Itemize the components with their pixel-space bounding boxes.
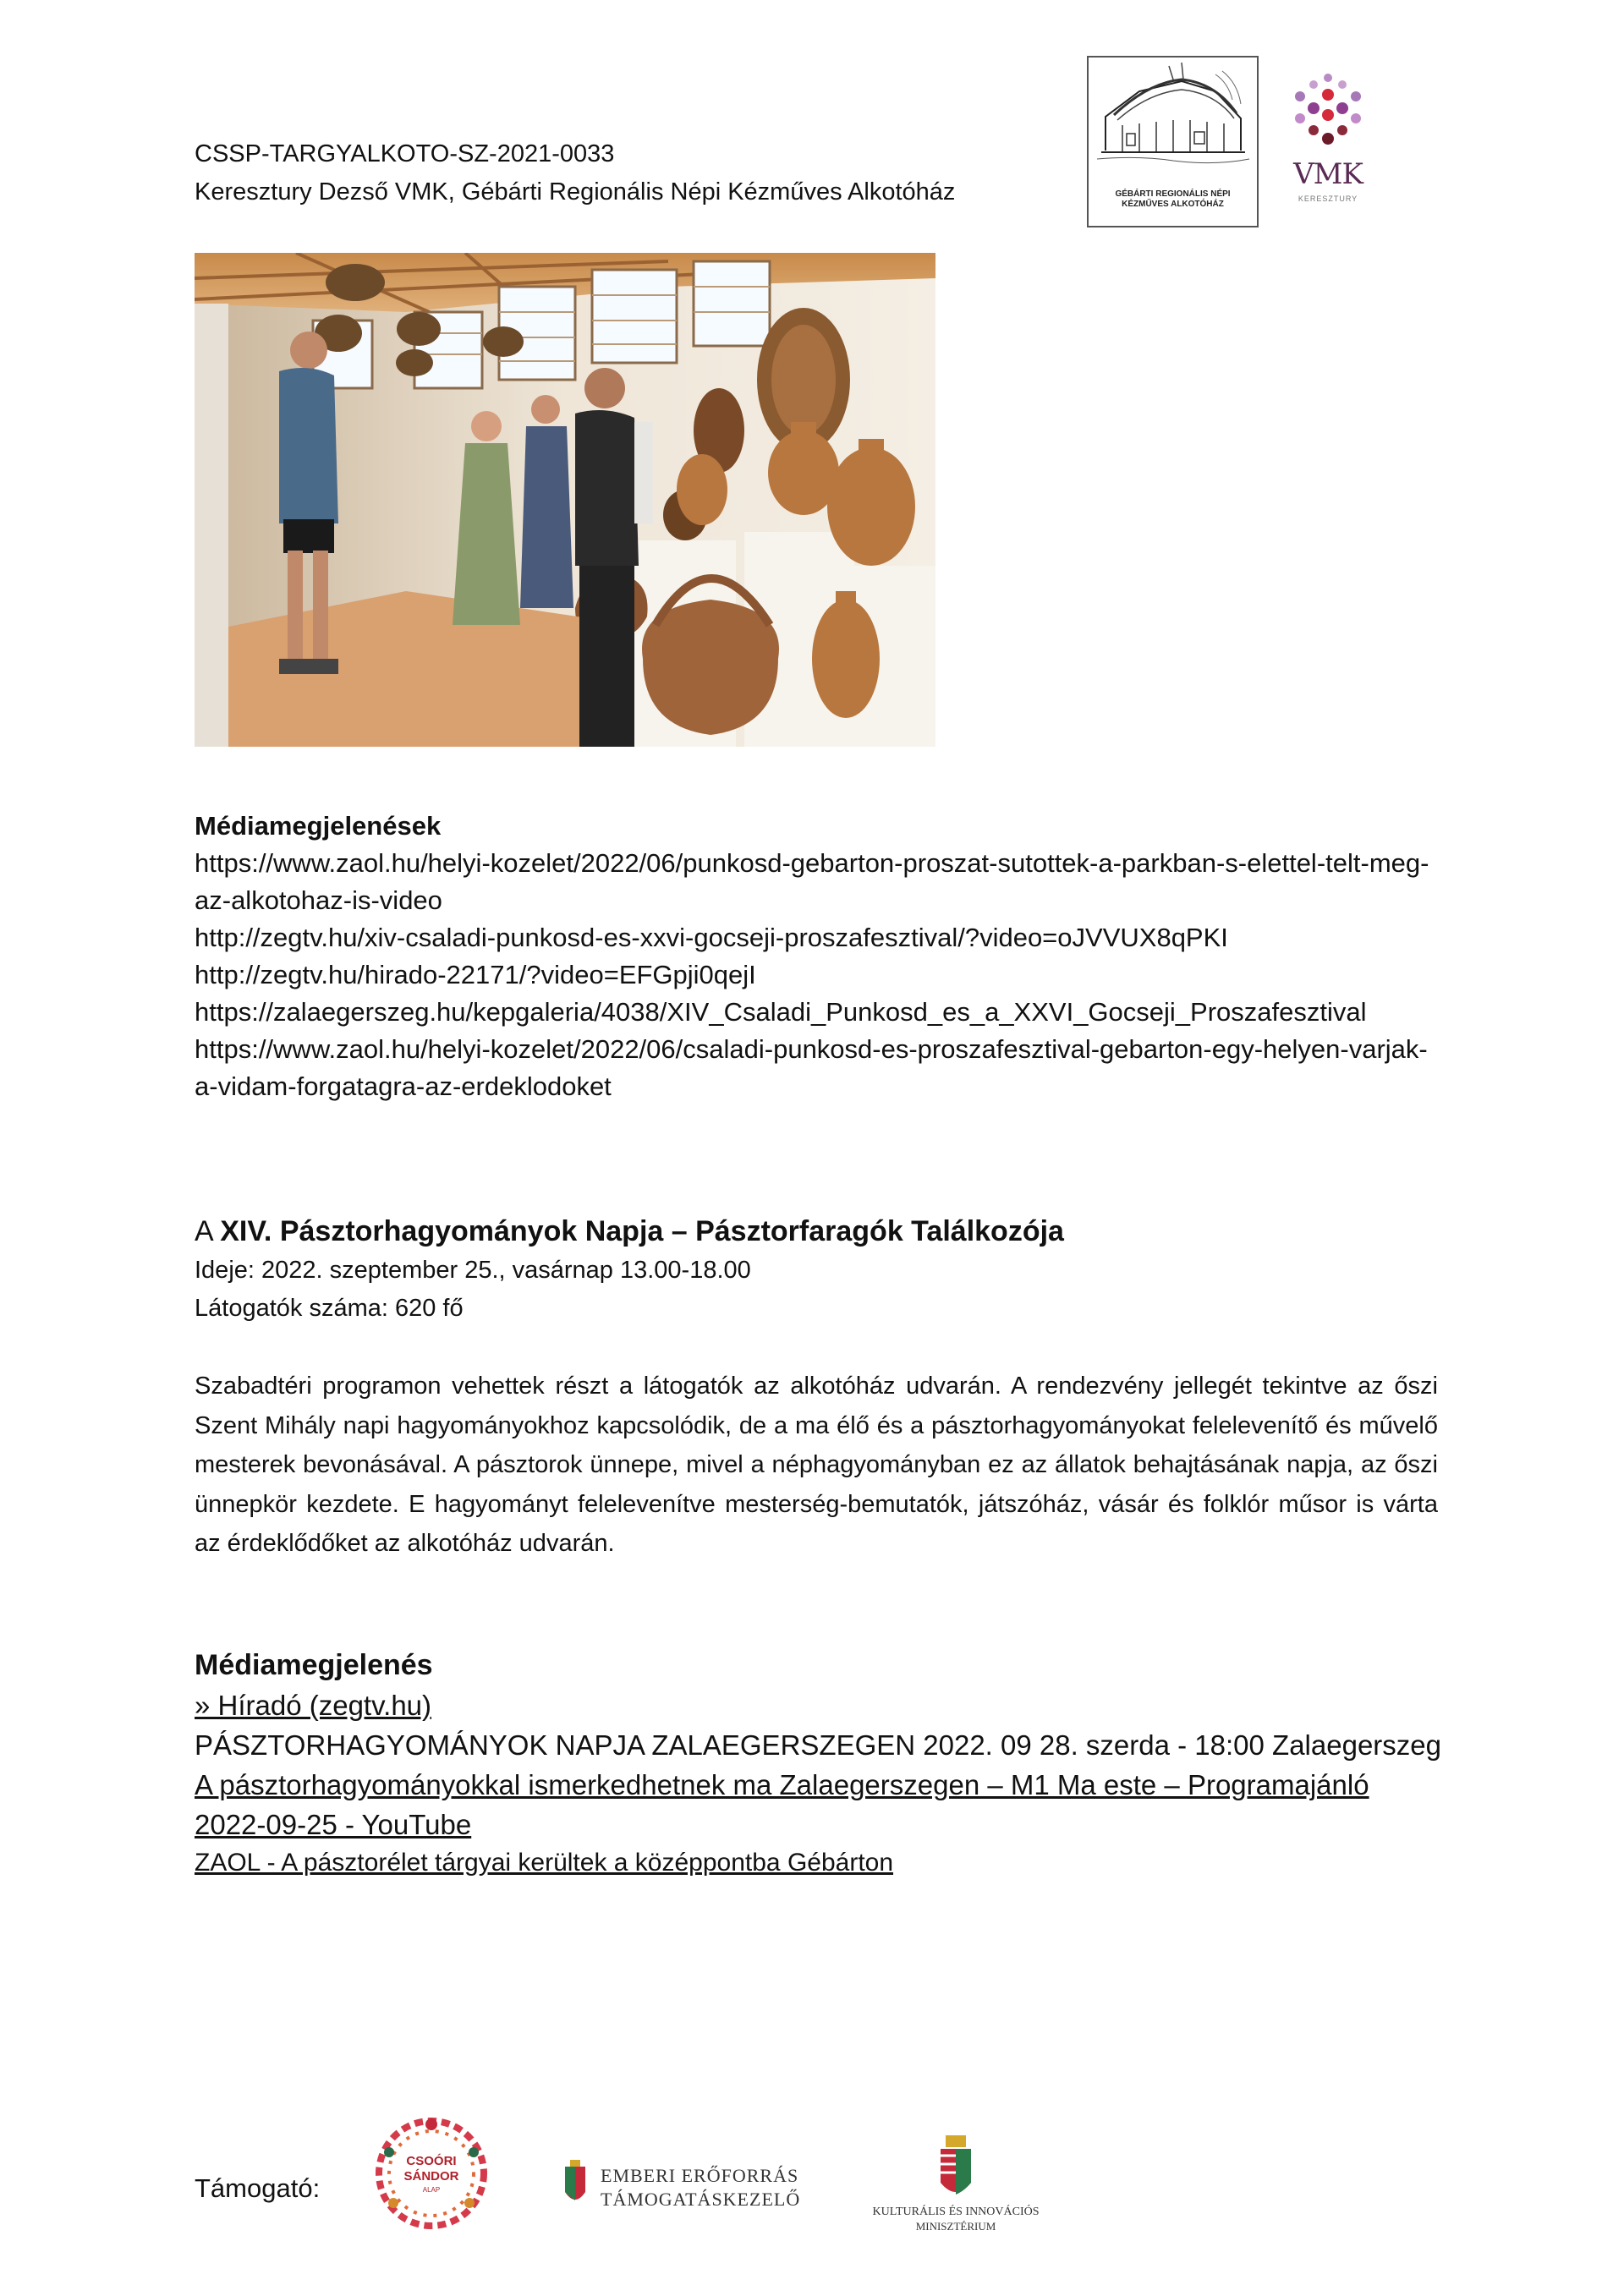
emet-crest-icon <box>558 2156 812 2216</box>
vmk-logo-word: VMK <box>1293 157 1363 191</box>
kim-line2: MINISZTÉRIUM <box>915 2220 996 2233</box>
media-appearances-heading: Médiamegjelenések <box>195 811 442 841</box>
media-link-zalaegerszeg-gallery[interactable]: https://zalaegerszeg.hu/kepgaleria/4038/XIV_Csaladi_Punkosd_es_a_XXVI_Gocseji_Proszafesztival <box>195 997 1367 1027</box>
alkotohaz-logo <box>1087 56 1259 227</box>
vmk-dots-icon <box>1281 69 1374 154</box>
house-drawing-icon <box>1089 58 1257 184</box>
supporter-label: Támogató: <box>195 2173 321 2203</box>
media-link-zegtv-festival[interactable]: http://zegtv.hu/xiv-csaladi-punkosd-es-xxvi-gocseji-proszafesztival/?video=oJVVUX8qPKI <box>195 923 1228 952</box>
event-visitors: Látogatók száma: 620 fő <box>195 1295 464 1322</box>
exhibition-photo <box>195 253 935 747</box>
kim-line1: KULTURÁLIS ÉS INNOVÁCIÓS <box>872 2206 1040 2218</box>
csoori-floral-icon <box>372 2114 491 2233</box>
emet-logo <box>558 2156 812 2216</box>
event-section <box>195 1211 1446 1328</box>
event-title-bold: XIV. Pásztorhagyományok Napja – Pásztorfaragók Találkozója <box>220 1215 1064 1247</box>
news-line: PÁSZTORHAGYOMÁNYOK NAPJA ZALAEGERSZEGEN 2022. 09 28. szerda - 18:00 Zalaegerszeg <box>195 1729 1441 1761</box>
csoori-line2: SÁNDOR <box>403 2169 459 2184</box>
event-title-prefix: A <box>195 1215 221 1247</box>
csoori-line3: ALAP <box>422 2186 441 2194</box>
emet-line1: EMBERI ERŐFORRÁS <box>601 2165 799 2186</box>
csoori-sandor-logo <box>372 2114 491 2233</box>
csoori-line1: CSOÓRI <box>406 2154 457 2168</box>
event-title <box>195 1211 1446 1252</box>
vmk-logo-sub: KERESZTURY <box>1298 195 1358 203</box>
project-code: CSSP-TARGYALKOTO-SZ-2021-0033 <box>195 140 615 167</box>
organization-name: Keresztury Dezső VMK, Gébárti Regionális Népi Kézműves Alkotóház <box>195 178 956 205</box>
alkotohaz-logo-line1: GÉBÁRTI REGIONÁLIS NÉPI <box>1115 189 1231 199</box>
hungarian-coat-of-arms-icon <box>863 2135 1049 2237</box>
kim-ministry-logo <box>863 2135 1049 2237</box>
zaol-link[interactable]: ZAOL - A pásztorélet tárgyai kerültek a középpontba Gébárton <box>195 1849 894 1877</box>
document-header <box>195 135 955 211</box>
hirado-link[interactable]: » Híradó (zegtv.hu) <box>195 1690 432 1721</box>
media-appearance-heading: Médiamegjelenés <box>195 1649 433 1681</box>
media-link-zaol-festival[interactable]: https://www.zaol.hu/helyi-kozelet/2022/06/csaladi-punkosd-es-proszafesztival-gebarton-egy-helyen-varjak-a-vidam-forgatagra-az-erdeklodoket <box>195 1034 1428 1101</box>
emet-line2: TÁMOGATÁSKEZELŐ <box>601 2189 801 2210</box>
alkotohaz-logo-line2: KÉZMŰVES ALKOTÓHÁZ <box>1122 200 1224 209</box>
media-appearance-section <box>195 1645 1455 1882</box>
youtube-link-line1[interactable]: A pásztorhagyományokkal ismerkedhetnek ma Zalaegerszegen – M1 Ma este – Programajánló <box>195 1769 1369 1800</box>
event-date: Ideje: 2022. szeptember 25., vasárnap 13.00-18.00 <box>195 1257 751 1284</box>
media-link-zaol-punkosd[interactable]: https://www.zaol.hu/helyi-kozelet/2022/06/punkosd-gebarton-proszat-sutottek-a-parkban-s-elettel-telt-meg-az-alkotohaz-is-video <box>195 848 1429 915</box>
vmk-logo <box>1281 69 1374 213</box>
media-appearances-section <box>195 808 1446 1105</box>
event-description: Szabadtéri programon vehettek részt a látogatók az alkotóház udvarán. A rendezvény jellegét tekintve az őszi Szent Mihály napi hagyományokhoz kapcsolódik, de a ma élő és a pásztorhagyományokat felelevenítő és művelő mesterek bevonásával. A pásztorok ünnepe, mivel a néphagyományban ez az állatok behajtásának napja, az őszi ünnepkör kezdete. E hagyományt felelevenítve mesterség-bemutatók, játszóház, vásár és folklór műsor is várta az érdeklődőket az alkotóház udvarán. <box>195 1373 1438 1557</box>
youtube-link-line2[interactable]: 2022-09-25 - YouTube <box>195 1809 472 1840</box>
media-link-zegtv-hirado[interactable]: http://zegtv.hu/hirado-22171/?video=EFGpji0qejI <box>195 960 756 989</box>
